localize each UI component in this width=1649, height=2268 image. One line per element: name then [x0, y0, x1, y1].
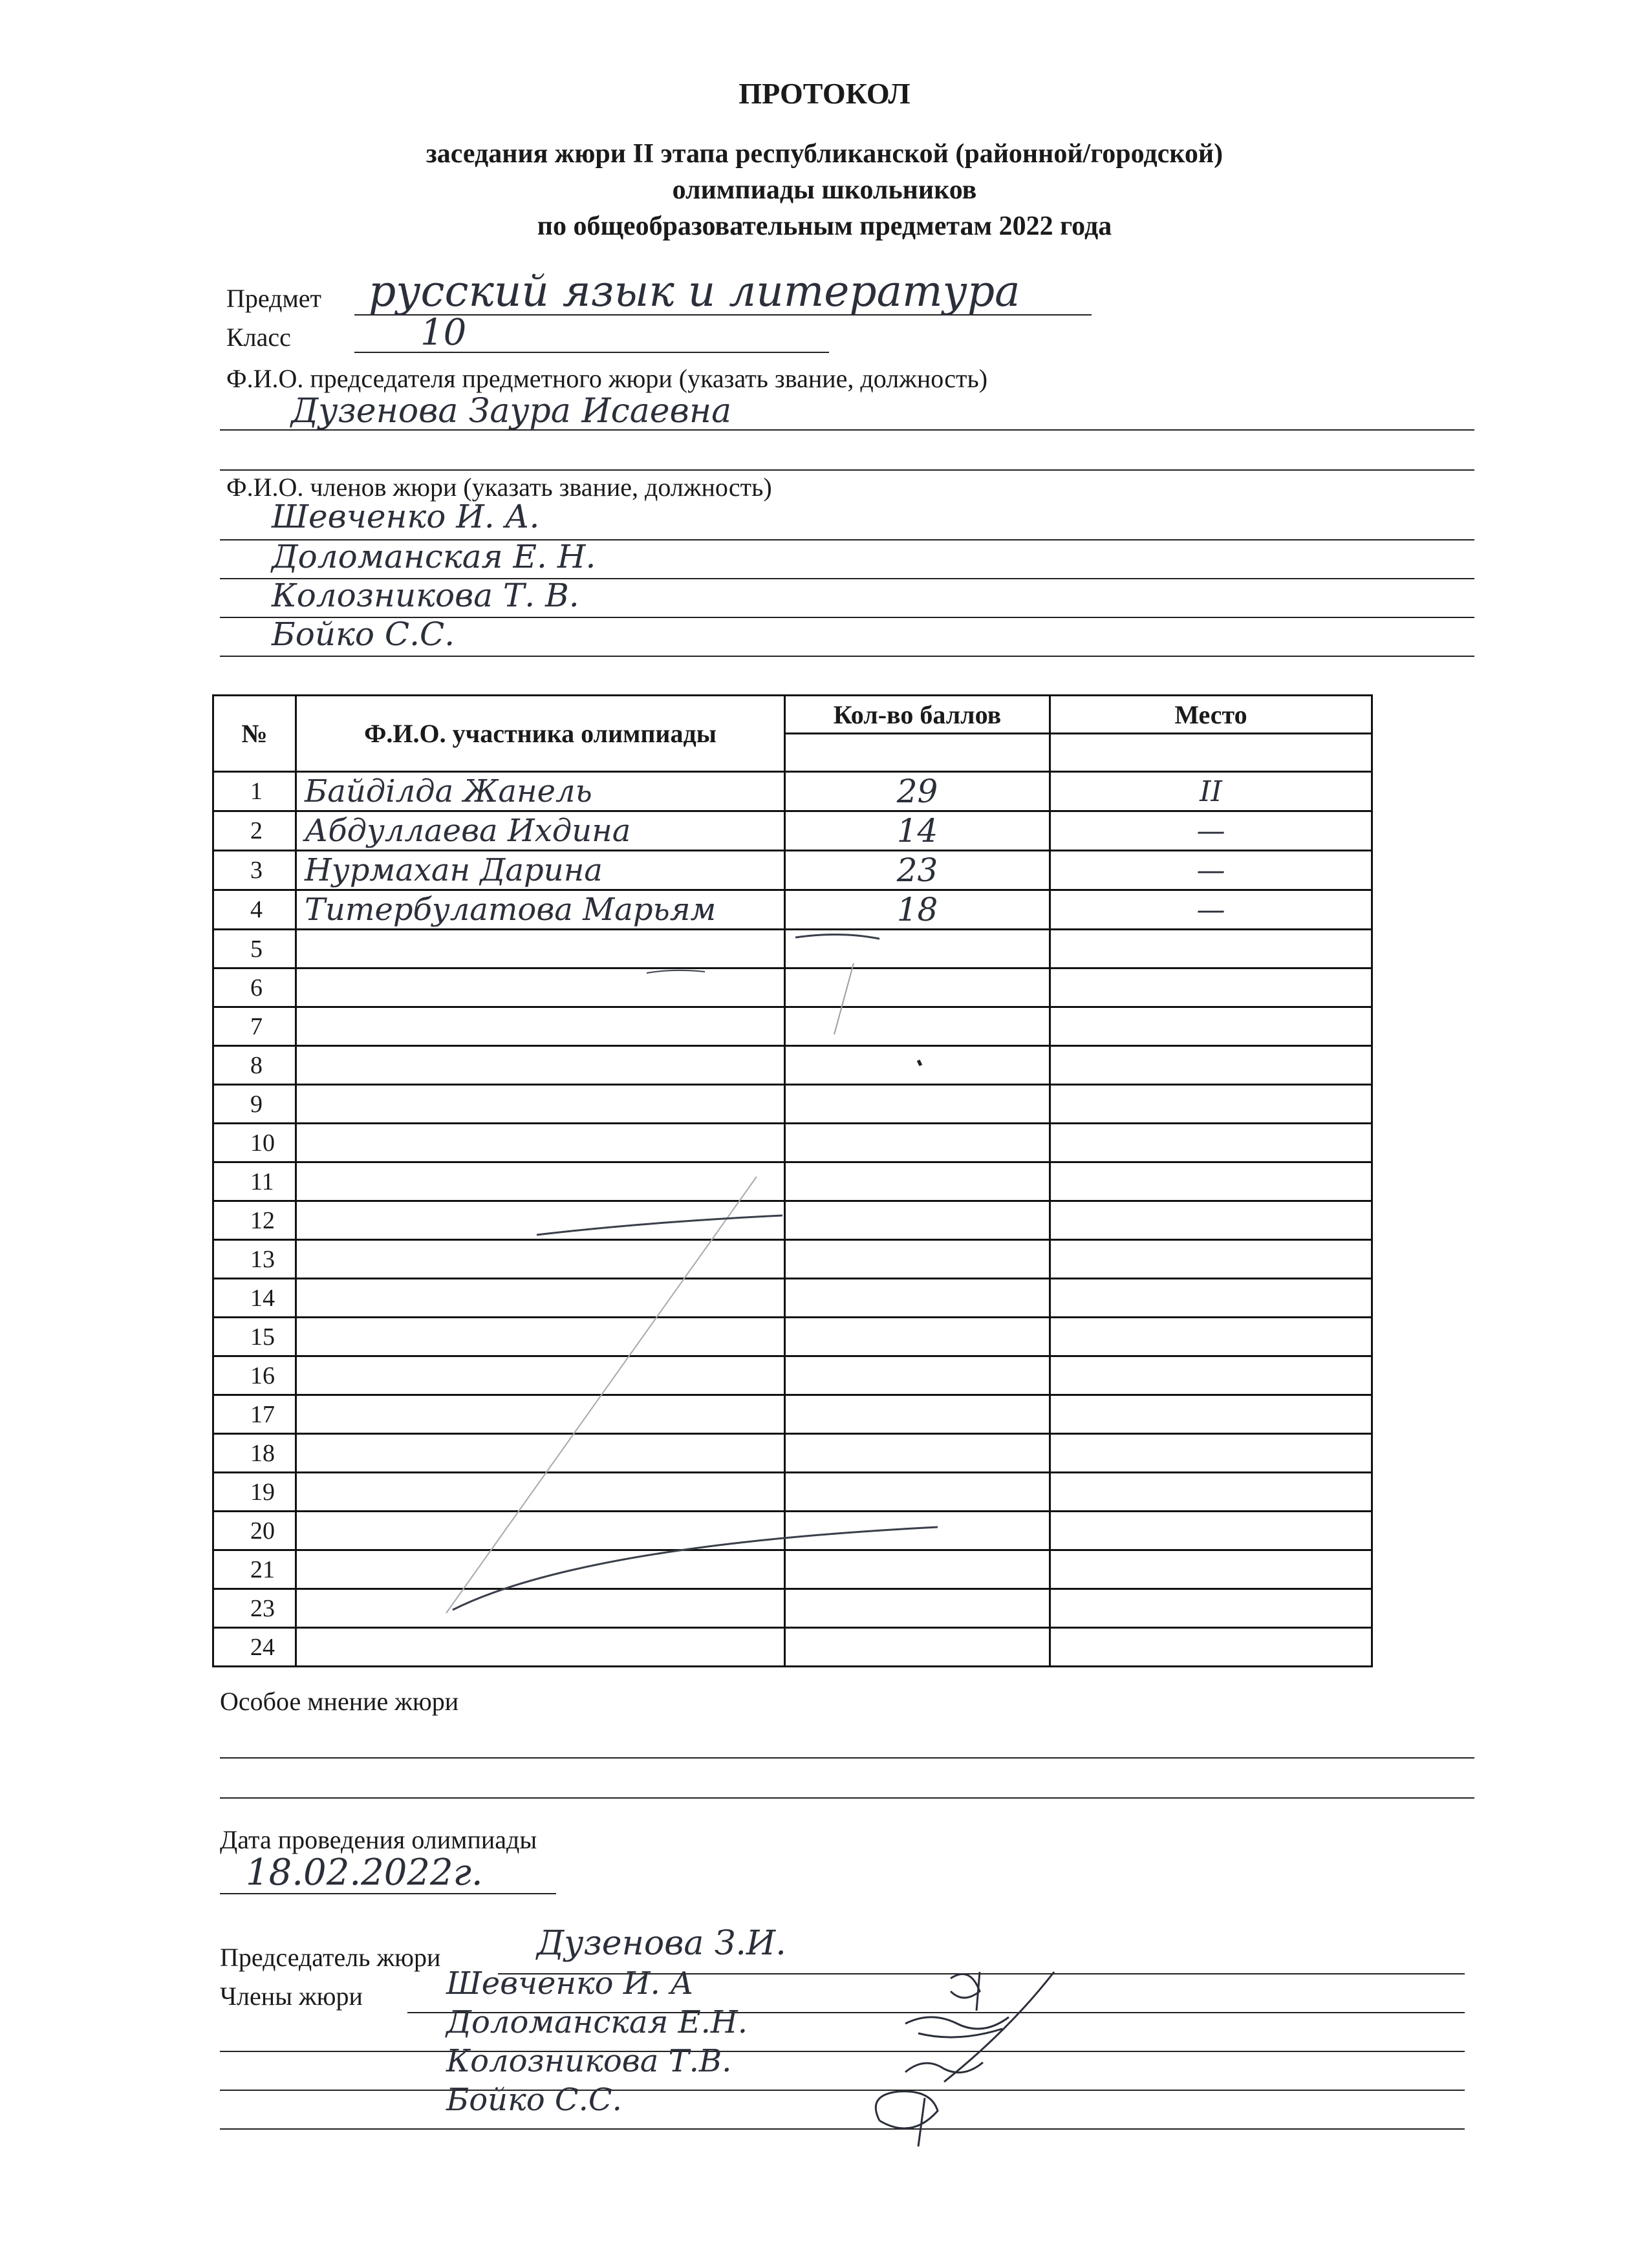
- col-header-num: №: [213, 696, 296, 772]
- chair-sign-label: Председатель жюри: [220, 1943, 441, 1972]
- subtitle-line-3: по общеобразовательным предметам 2022 года: [537, 211, 1112, 241]
- row-number-cell: 9: [213, 1085, 296, 1124]
- participant-name: Байділда Жанель: [305, 773, 592, 809]
- participant-place: —: [1196, 853, 1225, 887]
- col-header-score: Кол-во баллов: [785, 696, 1050, 734]
- members-sign-label: Члены жюри: [220, 1982, 363, 2011]
- participant-place: II: [1200, 775, 1222, 808]
- date-underline: [220, 1893, 556, 1894]
- participant-score: 14: [896, 812, 938, 850]
- row-number-cell: 8: [213, 1046, 296, 1085]
- member-4: Бойко С.С.: [272, 615, 455, 653]
- member-3: Колозникова Т. В.: [272, 577, 579, 614]
- class-label: Класс: [226, 323, 291, 352]
- participant-place: —: [1196, 893, 1225, 926]
- subject-value: русский язык и литература: [369, 266, 1020, 316]
- row-number-cell: 4: [213, 890, 296, 930]
- member-sign-1: Шевченко И. А: [446, 1965, 694, 2002]
- row-number-cell: 5: [213, 930, 296, 968]
- row-number-cell: 23: [213, 1589, 296, 1628]
- member-sign-4: Бойко С.С.: [446, 2082, 622, 2118]
- opinion-line-1: [220, 1757, 1474, 1759]
- row-number-cell: 13: [213, 1240, 296, 1279]
- row-number-cell: 10: [213, 1124, 296, 1162]
- row-number-cell: 15: [213, 1318, 296, 1356]
- signature-scribbles: [841, 1952, 1164, 2153]
- chair-value: Дузенова Заура Исаевна: [291, 392, 732, 431]
- col-header-place: Место: [1050, 696, 1372, 734]
- row-number-cell: 20: [213, 1512, 296, 1550]
- participant-place: —: [1196, 814, 1225, 848]
- row-number-cell: 1: [213, 772, 296, 811]
- row-number-cell: 11: [213, 1162, 296, 1201]
- participant-score: 23: [896, 851, 938, 889]
- opinion-label: Особое мнение жюри: [220, 1687, 459, 1716]
- row-number-cell: 16: [213, 1356, 296, 1395]
- row-number-cell: 14: [213, 1279, 296, 1318]
- row-number-cell: 6: [213, 968, 296, 1007]
- row-number-cell: 2: [213, 811, 296, 851]
- members-label: Ф.И.О. членов жюри (указать звание, должность): [226, 473, 772, 502]
- member-sign-3: Колозникова Т.В.: [446, 2043, 732, 2079]
- row-number-cell: 24: [213, 1628, 296, 1667]
- document-title: ПРОТОКОЛ: [738, 77, 911, 110]
- member-sign-2: Доломанская Е.Н.: [446, 2004, 748, 2040]
- chair-label: Ф.И.О. председателя предметного жюри (указать звание, должность): [226, 364, 988, 393]
- row-number-cell: 17: [213, 1395, 296, 1434]
- row-number-cell: 12: [213, 1201, 296, 1240]
- participant-score: 29: [896, 773, 938, 810]
- row-number-cell: 19: [213, 1473, 296, 1512]
- participant-name: Титербулатова Марьям: [305, 892, 717, 928]
- row-number-cell: 18: [213, 1434, 296, 1473]
- subject-label: Предмет: [226, 284, 322, 313]
- row-number-cell: 3: [213, 851, 296, 890]
- subtitle-line-2: олимпиады школьников: [672, 175, 977, 205]
- participant-name: Нурмахан Дарина: [305, 852, 603, 888]
- participant-name: Абдуллаева Ихдина: [305, 813, 631, 849]
- member-2: Доломанская Е. Н.: [272, 538, 596, 575]
- row-number-cell: 21: [213, 1550, 296, 1589]
- date-label: Дата проведения олимпиады: [220, 1825, 537, 1854]
- participant-score: 18: [896, 891, 938, 928]
- col-header-name: Ф.И.О. участника олимпиады: [296, 696, 785, 772]
- date-value: 18.02.2022г.: [246, 1852, 483, 1894]
- class-value: 10: [420, 312, 467, 354]
- subtitle-line-1: заседания жюри II этапа республиканской (районной/городской): [426, 139, 1223, 169]
- member-1: Шевченко И. А.: [272, 498, 540, 535]
- opinion-line-2: [220, 1797, 1474, 1799]
- chair-sign-value: Дузенова З.И.: [537, 1924, 786, 1963]
- row-number-cell: 7: [213, 1007, 296, 1046]
